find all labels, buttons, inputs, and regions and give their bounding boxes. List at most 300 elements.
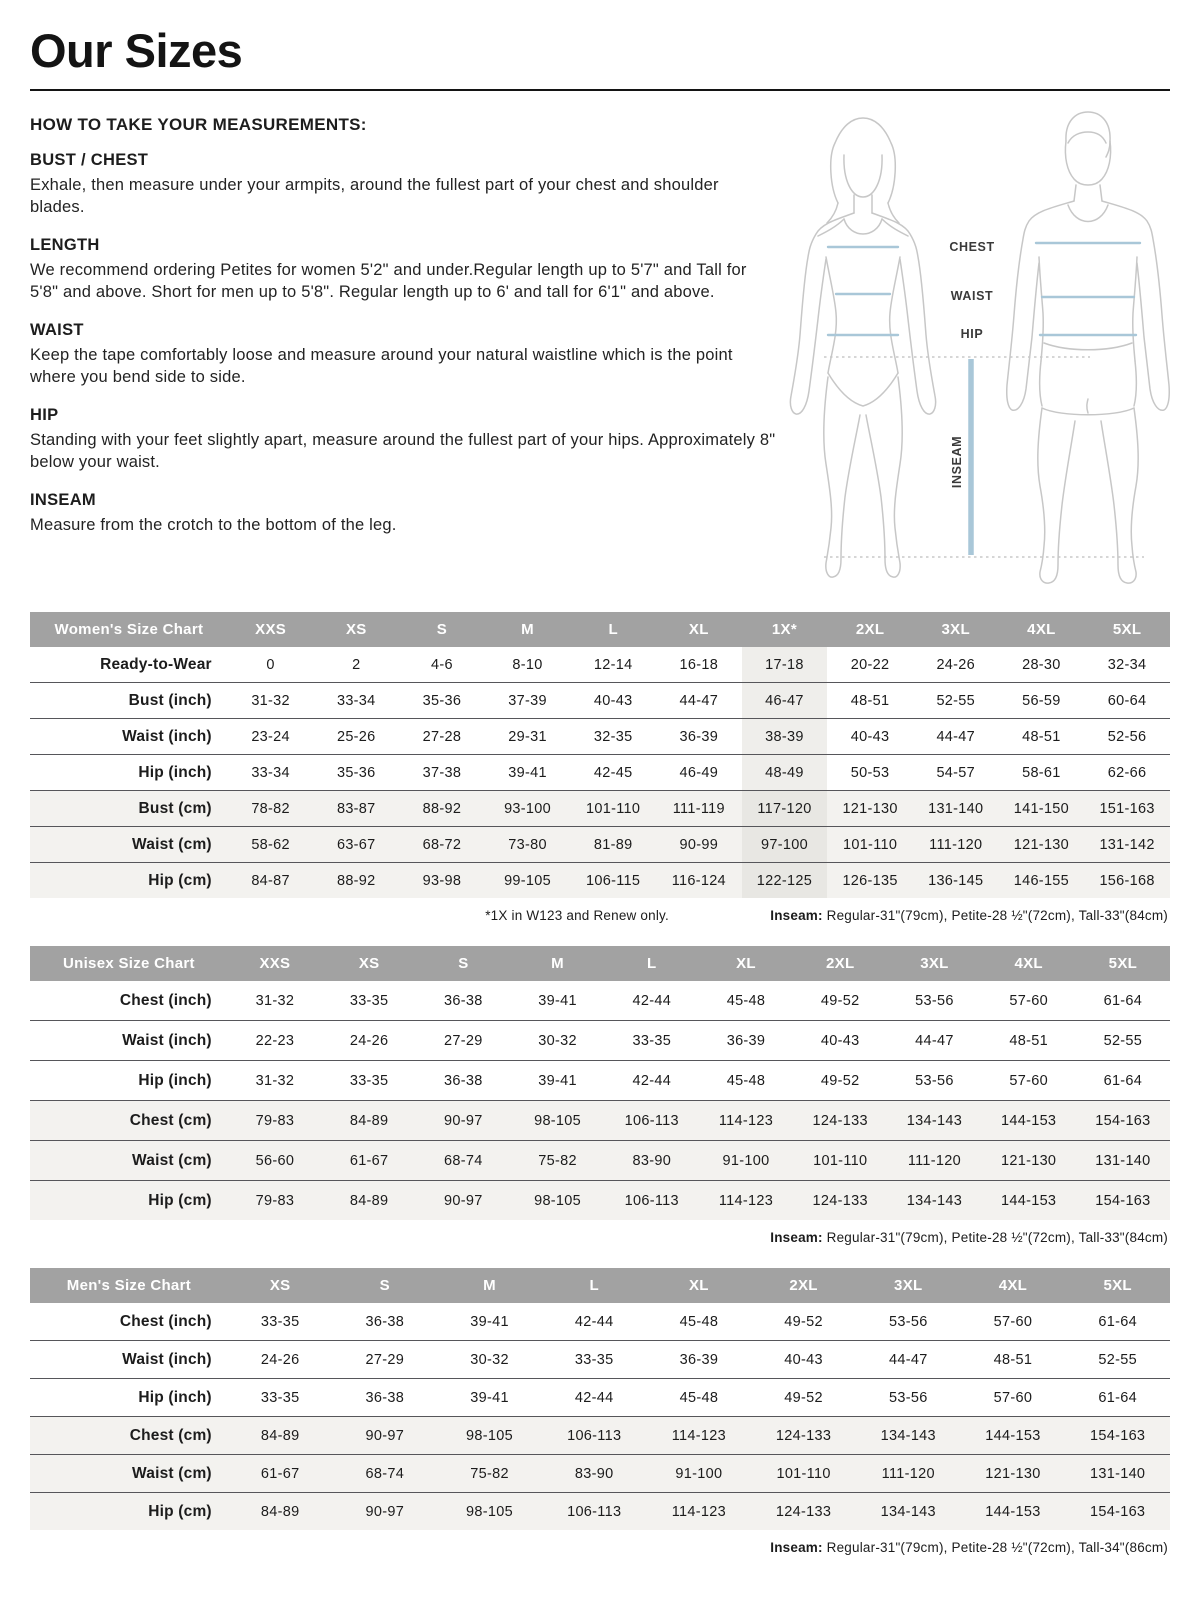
- size-cell: 33-35: [260, 1389, 300, 1406]
- inseam-footnote-text: Regular-31"(79cm), Petite-28 ½"(72cm), Tall-34"(86cm): [822, 1540, 1168, 1556]
- table-header-row: [30, 612, 1170, 647]
- size-cell: 144-153: [985, 1503, 1041, 1520]
- size-cell: 106-113: [567, 1503, 622, 1520]
- size-cell: 49-52: [784, 1389, 823, 1406]
- size-cell: 114-123: [718, 1192, 774, 1209]
- size-cell: 24-26: [260, 1351, 300, 1368]
- size-cell: 36-38: [444, 992, 483, 1009]
- size-column-header: M: [510, 946, 604, 981]
- size-cell: 121-130: [1013, 836, 1070, 853]
- size-cell: 75-82: [538, 1152, 577, 1169]
- inseam-footnote: [770, 908, 1168, 923]
- size-cell: 27-28: [422, 728, 462, 745]
- section-body: Standing with your feet slightly apart, measure around the fullest part of your hips. Approximately 8" below your waist.: [30, 430, 776, 471]
- table-row: [30, 1493, 1170, 1531]
- size-cell: 90-97: [365, 1427, 405, 1444]
- size-cell: 0: [266, 656, 275, 673]
- table-row: [30, 791, 1170, 827]
- size-cell: 24-26: [349, 1032, 389, 1049]
- size-cell: 134-143: [906, 1112, 963, 1129]
- inseam-footnote: [770, 1540, 1168, 1555]
- female-face: [844, 155, 882, 197]
- size-cell: 22-23: [255, 1032, 295, 1049]
- measurement-guide: [30, 113, 1170, 592]
- female-briefs: [828, 373, 898, 406]
- size-column-header: XXS: [228, 612, 314, 647]
- waist-label: WAIST: [950, 289, 994, 304]
- womens-size-chart-table: [30, 612, 1170, 898]
- row-label: Chest (inch): [119, 1312, 212, 1330]
- size-column-header: 5XL: [1076, 946, 1170, 981]
- size-cell: 44-47: [679, 692, 719, 709]
- size-cell: 52-55: [1103, 1032, 1143, 1049]
- row-label: Waist (cm): [132, 835, 212, 853]
- size-cell: 44-47: [915, 1032, 954, 1049]
- table-row: [30, 1181, 1170, 1221]
- table-row: [30, 1101, 1170, 1141]
- size-cell: 84-87: [251, 872, 290, 889]
- size-cell: 84-89: [260, 1503, 300, 1520]
- size-cell: 83-90: [574, 1465, 614, 1482]
- size-cell: 61-64: [1098, 1313, 1137, 1330]
- size-column-header: XS: [228, 1268, 333, 1303]
- size-cell: 39-41: [470, 1389, 509, 1406]
- size-cell: 61-64: [1103, 1072, 1143, 1089]
- table-row: [30, 1061, 1170, 1101]
- size-cell: 151-163: [1099, 800, 1155, 817]
- size-cell: 42-44: [632, 992, 672, 1009]
- size-cell: 53-56: [915, 992, 954, 1009]
- size-cell: 53-56: [888, 1313, 928, 1330]
- size-cell: 91-100: [675, 1465, 723, 1482]
- size-column-header: XS: [322, 946, 416, 981]
- size-cell: 156-168: [1099, 872, 1155, 889]
- size-cell: 111-120: [881, 1465, 935, 1482]
- unisex-table-footnotes: [30, 1230, 1168, 1245]
- size-column-header: 3XL: [913, 612, 999, 647]
- size-cell: 33-35: [349, 1072, 389, 1089]
- figures-illustration: [778, 107, 1180, 587]
- size-cell: 131-140: [928, 800, 984, 817]
- size-cell: 33-35: [349, 992, 389, 1009]
- row-label: Chest (cm): [129, 1426, 212, 1444]
- inseam-label: INSEAM: [950, 436, 964, 489]
- inseam-footnote-label: Inseam:: [770, 1540, 823, 1556]
- size-cell: 33-35: [574, 1351, 614, 1368]
- section-body: Keep the tape comfortably loose and measure around your natural waistline which is the point where you bend side to side.: [30, 346, 733, 387]
- size-cell: 136-145: [928, 872, 984, 889]
- size-cell: 97-100: [742, 827, 828, 863]
- size-cell: 134-143: [906, 1192, 963, 1209]
- table-row: [30, 1341, 1170, 1379]
- size-cell: 88-92: [336, 872, 376, 889]
- size-cell: 154-163: [1095, 1192, 1151, 1209]
- section-bust-chest: [30, 151, 778, 219]
- section-body: We recommend ordering Petites for women 5'2" and under.Regular length up to 5'7" and Tall for 5'8" and above. Short for men up to 5'8". Regular length up to 6' and tall for 6'1" and above.: [30, 261, 747, 302]
- section-heading: HIP: [30, 405, 59, 424]
- size-cell: 32-34: [1107, 656, 1147, 673]
- size-cell: 91-100: [722, 1152, 770, 1169]
- size-cell: 111-119: [672, 800, 725, 817]
- inseam-footnote-label: Inseam:: [770, 908, 823, 924]
- section-waist: [30, 321, 778, 389]
- womens-table-footnotes: [30, 908, 1168, 923]
- size-cell: 98-105: [534, 1192, 582, 1209]
- row-label: Waist (cm): [132, 1464, 212, 1482]
- size-cell: 57-60: [993, 1313, 1033, 1330]
- unisex-size-chart-table: [30, 946, 1170, 1220]
- size-cell: 98-105: [466, 1427, 513, 1444]
- size-cell: 101-110: [776, 1465, 831, 1482]
- size-cell: 36-39: [726, 1032, 766, 1049]
- size-cell: 25-26: [336, 728, 376, 745]
- size-cell: 46-49: [679, 764, 719, 781]
- size-cell: 8-10: [512, 656, 543, 673]
- size-cell: 106-113: [624, 1112, 679, 1129]
- chest-label: CHEST: [949, 240, 995, 255]
- size-cell: 49-52: [820, 992, 860, 1009]
- size-column-header: L: [542, 1268, 647, 1303]
- size-cell: 57-60: [1009, 1072, 1048, 1089]
- size-cell: 36-38: [365, 1389, 405, 1406]
- size-cell: 27-29: [365, 1351, 405, 1368]
- size-cell: 40-43: [784, 1351, 823, 1368]
- size-cell: 154-163: [1089, 1503, 1146, 1520]
- size-cell: 79-83: [255, 1192, 295, 1209]
- size-cell: 48-51: [1009, 1032, 1048, 1049]
- size-cell: 75-82: [470, 1465, 509, 1482]
- size-cell: 121-130: [842, 800, 898, 817]
- size-cell: 106-115: [586, 872, 641, 889]
- male-top-hem: [1044, 343, 1132, 350]
- size-column-header: 4XL: [961, 1268, 1066, 1303]
- male-figure: [1007, 112, 1170, 583]
- size-column-header: M: [485, 612, 571, 647]
- size-cell: 111-120: [929, 836, 983, 853]
- size-cell: 46-47: [742, 683, 828, 719]
- row-label: Waist (inch): [122, 727, 212, 745]
- size-cell: 79-83: [255, 1112, 295, 1129]
- female-figure: [790, 118, 935, 577]
- size-cell: 2: [352, 656, 361, 673]
- size-column-header: 2XL: [751, 1268, 856, 1303]
- size-column-header: 4XL: [999, 612, 1085, 647]
- size-cell: 33-34: [251, 764, 290, 781]
- table-row: [30, 719, 1170, 755]
- size-column-header: 2XL: [827, 612, 913, 647]
- size-cell: 61-67: [260, 1465, 300, 1482]
- size-cell: 48-49: [742, 755, 828, 791]
- size-cell: 45-48: [679, 1313, 719, 1330]
- row-label: Chest (cm): [129, 1111, 212, 1129]
- size-cell: 101-110: [842, 836, 898, 853]
- table-row: [30, 827, 1170, 863]
- table-row: [30, 863, 1170, 899]
- female-hair: [831, 118, 896, 203]
- size-cell: 98-105: [534, 1112, 582, 1129]
- table-title: Unisex Size Chart: [30, 946, 228, 981]
- size-cell: 30-32: [470, 1351, 509, 1368]
- size-cell: 28-30: [1022, 656, 1061, 673]
- size-cell: 114-123: [671, 1427, 727, 1444]
- size-column-header: XL: [699, 946, 793, 981]
- size-cell: 90-97: [444, 1192, 483, 1209]
- section-heading: LENGTH: [30, 236, 100, 255]
- table-header-row: [30, 1268, 1170, 1303]
- size-cell: 38-39: [742, 719, 828, 755]
- measurement-instructions: [30, 113, 778, 553]
- size-cell: 31-32: [251, 692, 290, 709]
- size-cell: 39-41: [538, 992, 577, 1009]
- size-cell: 44-47: [936, 728, 976, 745]
- size-cell: 68-72: [422, 836, 462, 853]
- inseam-footnote-text: Regular-31"(79cm), Petite-28 ½"(72cm), Tall-33"(84cm): [822, 908, 1168, 924]
- size-cell: 35-36: [336, 764, 376, 781]
- size-cell: 53-56: [888, 1389, 928, 1406]
- size-cell: 106-113: [624, 1192, 679, 1209]
- table-row: [30, 1417, 1170, 1455]
- size-column-header: M: [437, 1268, 542, 1303]
- size-cell: 16-18: [679, 656, 719, 673]
- size-column-header: XS: [313, 612, 399, 647]
- size-cell: 114-123: [671, 1503, 727, 1520]
- size-column-header: S: [399, 612, 485, 647]
- size-cell: 20-22: [850, 656, 890, 673]
- size-cell: 84-89: [349, 1112, 389, 1129]
- size-cell: 154-163: [1089, 1427, 1146, 1444]
- size-cell: 37-39: [508, 692, 547, 709]
- size-cell: 57-60: [1009, 992, 1048, 1009]
- size-cell: 121-130: [1000, 1152, 1057, 1169]
- table-row: [30, 1141, 1170, 1181]
- size-cell: 61-64: [1098, 1389, 1137, 1406]
- size-cell: 131-142: [1099, 836, 1155, 853]
- female-top-neckline: [844, 219, 882, 234]
- size-cell: 83-87: [336, 800, 376, 817]
- size-cell: 131-140: [1089, 1465, 1146, 1482]
- row-label: Bust (inch): [128, 691, 212, 709]
- title-divider: [30, 89, 1170, 91]
- size-cell: 24-26: [936, 656, 976, 673]
- size-cell: 61-67: [349, 1152, 389, 1169]
- size-cell: 42-44: [574, 1313, 614, 1330]
- size-column-header: 1X*: [742, 612, 828, 647]
- size-cell: 42-44: [632, 1072, 672, 1089]
- table-row: [30, 755, 1170, 791]
- size-cell: 33-35: [632, 1032, 672, 1049]
- size-cell: 68-74: [444, 1152, 483, 1169]
- size-cell: 39-41: [538, 1072, 577, 1089]
- size-cell: 144-153: [1000, 1112, 1057, 1129]
- table-row: [30, 981, 1170, 1021]
- page-title: Our Sizes: [30, 24, 243, 77]
- row-label: Chest (inch): [119, 991, 212, 1009]
- howto-heading: HOW TO TAKE YOUR MEASUREMENTS:: [30, 115, 367, 135]
- size-cell: 126-135: [842, 872, 898, 889]
- size-cell: 48-51: [993, 1351, 1033, 1368]
- size-cell: 33-35: [260, 1313, 300, 1330]
- row-label: Bust (cm): [138, 799, 212, 817]
- size-cell: 81-89: [593, 836, 633, 853]
- size-cell: 45-48: [726, 1072, 766, 1089]
- section-length: [30, 236, 778, 304]
- size-column-header: 4XL: [982, 946, 1076, 981]
- size-cell: 49-52: [820, 1072, 860, 1089]
- size-cell: 61-64: [1103, 992, 1143, 1009]
- size-column-header: 2XL: [793, 946, 887, 981]
- size-cell: 45-48: [679, 1389, 719, 1406]
- size-column-header: 3XL: [856, 1268, 961, 1303]
- size-cell: 90-97: [444, 1112, 483, 1129]
- hip-label: HIP: [960, 327, 984, 342]
- size-cell: 31-32: [255, 992, 295, 1009]
- table-header-row: [30, 946, 1170, 981]
- size-cell: 134-143: [880, 1503, 936, 1520]
- section-inseam: [30, 491, 778, 537]
- male-face: [1065, 141, 1110, 185]
- size-cell: 62-66: [1107, 764, 1147, 781]
- size-cell: 40-43: [593, 692, 633, 709]
- size-cell: 33-34: [336, 692, 376, 709]
- size-cell: 12-14: [593, 656, 633, 673]
- size-cell: 42-44: [574, 1389, 614, 1406]
- size-cell: 57-60: [993, 1389, 1033, 1406]
- section-body: Exhale, then measure under your armpits, around the fullest part of your chest and shoulder blades.: [30, 176, 719, 217]
- size-cell: 90-99: [679, 836, 719, 853]
- row-label: Waist (inch): [122, 1350, 212, 1368]
- size-column-header: 5XL: [1084, 612, 1170, 647]
- size-cell: 48-51: [850, 692, 890, 709]
- size-cell: 50-53: [850, 764, 890, 781]
- size-cell: 124-133: [812, 1192, 868, 1209]
- size-column-header: S: [416, 946, 510, 981]
- size-cell: 114-123: [718, 1112, 774, 1129]
- size-cell: 124-133: [775, 1427, 832, 1444]
- row-label: Hip (inch): [138, 1071, 212, 1089]
- size-cell: 39-41: [470, 1313, 509, 1330]
- size-column-header: 3XL: [887, 946, 981, 981]
- size-column-header: XL: [647, 1268, 752, 1303]
- section-hip: [30, 406, 778, 474]
- row-label: Hip (cm): [148, 1502, 212, 1520]
- size-cell: 73-80: [508, 836, 547, 853]
- size-cell: 23-24: [251, 728, 290, 745]
- size-cell: 44-47: [888, 1351, 928, 1368]
- size-cell: 30-32: [538, 1032, 577, 1049]
- table-title: Men's Size Chart: [30, 1268, 228, 1303]
- inseam-footnote-text: Regular-31"(79cm), Petite-28 ½"(72cm), Tall-33"(84cm): [822, 1230, 1168, 1246]
- inseam-footnote: [770, 1230, 1168, 1245]
- size-cell: 98-105: [466, 1503, 513, 1520]
- row-label: Waist (inch): [122, 1031, 212, 1049]
- size-cell: 93-100: [504, 800, 552, 817]
- size-cell: 36-38: [444, 1072, 483, 1089]
- table-row: [30, 1021, 1170, 1061]
- size-cell: 146-155: [1013, 872, 1070, 889]
- size-cell: 144-153: [985, 1427, 1041, 1444]
- size-cell: 49-52: [784, 1313, 823, 1330]
- row-label: Hip (cm): [148, 1191, 212, 1209]
- one-x-footnote: *1X in W123 and Renew only.: [485, 908, 669, 924]
- size-cell: 93-98: [422, 872, 462, 889]
- size-column-header: XL: [656, 612, 742, 647]
- size-cell: 117-120: [742, 791, 828, 827]
- size-cell: 58-62: [251, 836, 290, 853]
- male-hair: [1066, 112, 1110, 157]
- size-cell: 54-57: [936, 764, 976, 781]
- size-cell: 116-124: [671, 872, 726, 889]
- size-cell: 17-18: [742, 647, 828, 683]
- size-cell: 45-48: [726, 992, 766, 1009]
- size-cell: 29-31: [508, 728, 547, 745]
- section-body: Measure from the crotch to the bottom of the leg.: [30, 515, 397, 534]
- mens-size-chart-table: [30, 1268, 1170, 1530]
- size-cell: 36-39: [679, 728, 719, 745]
- size-cell: 52-56: [1107, 728, 1147, 745]
- size-cell: 101-110: [586, 800, 641, 817]
- table-row: [30, 1455, 1170, 1493]
- size-cell: 131-140: [1095, 1152, 1151, 1169]
- section-heading: WAIST: [30, 321, 84, 340]
- size-column-header: XXS: [228, 946, 322, 981]
- size-cell: 84-89: [260, 1427, 300, 1444]
- size-cell: 36-39: [679, 1351, 719, 1368]
- table-row: [30, 1303, 1170, 1341]
- size-cell: 88-92: [422, 800, 462, 817]
- row-label: Hip (inch): [138, 763, 212, 781]
- size-cell: 36-38: [365, 1313, 405, 1330]
- size-cell: 39-41: [508, 764, 547, 781]
- size-cell: 63-67: [336, 836, 376, 853]
- size-cell: 111-120: [907, 1152, 962, 1169]
- size-cell: 35-36: [422, 692, 462, 709]
- row-label: Hip (inch): [138, 1388, 212, 1406]
- size-cell: 52-55: [936, 692, 976, 709]
- row-label: Waist (cm): [132, 1151, 212, 1169]
- section-heading: INSEAM: [30, 490, 96, 509]
- size-column-header: L: [605, 946, 699, 981]
- size-cell: 122-125: [742, 863, 828, 899]
- size-cell: 42-45: [593, 764, 633, 781]
- size-cell: 56-59: [1022, 692, 1061, 709]
- size-cell: 27-29: [444, 1032, 483, 1049]
- table-row: [30, 647, 1170, 683]
- size-cell: 83-90: [632, 1152, 672, 1169]
- inseam-footnote-label: Inseam:: [770, 1230, 823, 1246]
- size-cell: 32-35: [593, 728, 633, 745]
- size-column-header: S: [332, 1268, 437, 1303]
- size-cell: 154-163: [1095, 1112, 1151, 1129]
- mens-table-footnotes: [30, 1540, 1168, 1555]
- size-column-header: 5XL: [1065, 1268, 1170, 1303]
- size-cell: 141-150: [1013, 800, 1070, 817]
- size-cell: 52-55: [1098, 1351, 1137, 1368]
- male-top-neckline: [1068, 205, 1108, 222]
- size-cell: 99-105: [504, 872, 552, 889]
- size-cell: 68-74: [365, 1465, 405, 1482]
- size-cell: 56-60: [255, 1152, 295, 1169]
- section-heading: BUST / CHEST: [30, 151, 149, 170]
- size-cell: 124-133: [775, 1503, 832, 1520]
- size-cell: 4-6: [430, 656, 453, 673]
- size-cell: 40-43: [850, 728, 890, 745]
- row-label: Ready-to-Wear: [100, 655, 212, 673]
- table-title: Women's Size Chart: [30, 612, 228, 647]
- size-cell: 84-89: [349, 1192, 389, 1209]
- size-cell: 78-82: [251, 800, 290, 817]
- size-cell: 101-110: [813, 1152, 868, 1169]
- size-cell: 124-133: [812, 1112, 868, 1129]
